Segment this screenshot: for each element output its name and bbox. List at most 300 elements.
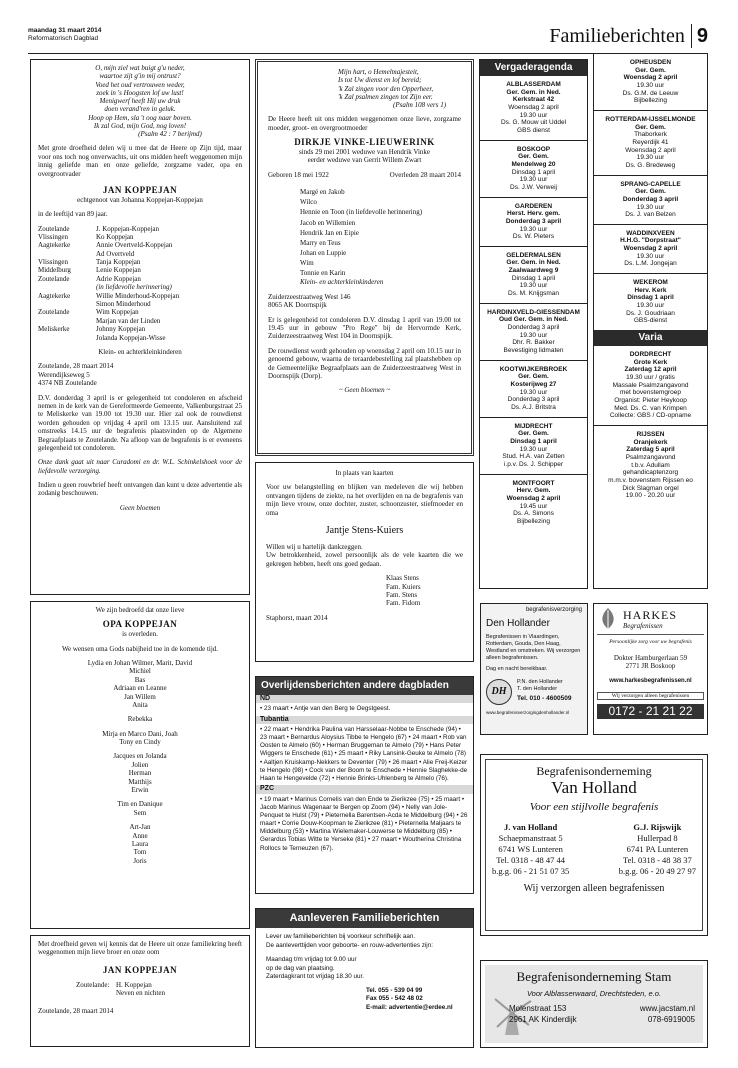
- signatory: Neven en nichten: [116, 988, 165, 997]
- church-info: Woensdag 2 april: [625, 146, 676, 154]
- ad-phone: 0172 - 21 21 22: [597, 704, 704, 718]
- church-name: Herst. Herv. gem.: [507, 210, 560, 218]
- family-member: Annie Overtveld-Koppejan: [96, 241, 173, 250]
- church-info: 19.30 uur: [636, 154, 665, 162]
- name-group: [38, 752, 242, 794]
- family-member: Willie Minderhoud-Koppejan: [96, 291, 180, 300]
- church-info: Organist: Pieter Heykoop: [614, 396, 687, 404]
- region-list: [256, 695, 473, 855]
- church-info: Ds. A.J. Britstra: [511, 403, 556, 411]
- church-service: [594, 225, 707, 274]
- church-info: 19.30 uur: [636, 81, 665, 89]
- address-line: Werendijkseweg 5: [38, 370, 90, 379]
- submission-line: Lever uw familieberichten bij voorkeur schriftelijk aan.: [266, 933, 416, 941]
- church-service: [480, 247, 587, 304]
- poem-line: Hoop op Hem, sla 't oog naar boven.: [88, 113, 192, 122]
- family-place: [38, 300, 96, 308]
- header-section: [549, 24, 708, 48]
- death-notice-dirkje-vinke: [255, 59, 474, 456]
- church-info: Dinsdag 1 april: [511, 168, 556, 176]
- grandchild-name: Michiel: [129, 667, 151, 676]
- church-info: 19.30 uur: [636, 203, 665, 211]
- church-info: GBS dienst: [517, 126, 550, 134]
- church-place: OPHEUSDEN: [629, 59, 672, 66]
- church-info: Psalmzangavond: [625, 453, 676, 461]
- address: [268, 293, 461, 310]
- ad-name: Den Hollander: [486, 617, 550, 629]
- ad-availability: Dag en nacht bereikbaar.: [486, 666, 548, 673]
- church-service: [480, 76, 587, 141]
- signatory: Klaas Stens: [386, 574, 419, 583]
- church-service: [594, 274, 707, 330]
- ad-address: 2771 JR Boskoop: [625, 661, 676, 670]
- ad-phone: 078-6919005: [647, 1015, 695, 1025]
- age-line: in de leeftijd van 89 jaar.: [38, 210, 108, 219]
- grandchildren-line: Klein- en achterkleinkinderen: [98, 348, 182, 356]
- church-name: Ger. Gem.: [635, 188, 666, 196]
- church-info: Ds. J.W. Verweij: [510, 183, 557, 191]
- family-row: [38, 334, 242, 342]
- family-place: Vlissingen: [38, 258, 68, 267]
- church-name: Ger. Gem. in Ned.: [506, 259, 561, 267]
- church-name: Grote Kerk: [633, 358, 668, 366]
- family-list: [268, 187, 461, 278]
- church-place: ROTTERDAM-IJSSELMONDE: [605, 115, 696, 123]
- contact-name: J. van Holland: [504, 821, 558, 832]
- address: [38, 362, 242, 387]
- name-group: [38, 800, 242, 817]
- grandchild-name: Matthijs: [128, 777, 152, 786]
- church-name: Dinsdag 1 april: [510, 437, 557, 445]
- ad-harkes: [593, 603, 708, 735]
- poem-line: zoek in 's Hoogsten lof uw lust!: [96, 88, 184, 97]
- region-label: PZC: [256, 785, 473, 793]
- intro-text: We zijn bedroefd dat onze lieve: [95, 606, 185, 614]
- no-flowers: Geen bloemen: [119, 503, 161, 512]
- church-info: Thaborkerk: [634, 131, 667, 139]
- name-group: [38, 730, 242, 747]
- church-info: 19.30 uur: [519, 388, 548, 396]
- church-info: 19.00 - 20.20 uur: [625, 492, 676, 500]
- family-row: [38, 283, 242, 291]
- family-member: Wim Koppejan: [96, 308, 139, 317]
- submission-info-box: [255, 908, 474, 1048]
- family-row: [38, 292, 242, 300]
- contact-name: G.J. Rijswijk: [633, 821, 682, 832]
- name-group: [38, 659, 242, 709]
- place-date: Staphorst, maart 2014: [266, 613, 328, 622]
- ad-name: Van Holland: [551, 778, 637, 798]
- deceased-name: DIRKJE VINKE-LIEUWERINK: [294, 137, 435, 148]
- church-info: 19.30 uur: [519, 176, 548, 184]
- church-name: Mendelweg 20: [511, 160, 556, 168]
- grandchild-name: Art-Jan: [129, 823, 151, 832]
- poem-reference: (Psalm 42 : 7 berijmd): [138, 130, 202, 138]
- church-info: Ds. G.M. de Leeuw: [622, 89, 679, 97]
- varia-title: Varia: [594, 330, 707, 346]
- region-text: • 23 maart • Antje van den Berg te Oegstgeest.: [260, 705, 391, 713]
- first-marriage-line: eerder weduwe van Gerrit Willem Zwart: [307, 156, 422, 165]
- family-member: Marry en Teus: [300, 238, 341, 247]
- church-info: Ds. J. Goudriaan: [626, 309, 675, 317]
- grandchildren-line: Klein- en achterkleinkinderen: [300, 278, 384, 287]
- church-service: [594, 54, 707, 111]
- intro-text: Met grote droefheid delen wij u mee dat de Heere op Zijn tijd, maar voor ons toch nog onverwachts, uit ons midden heeft weggenomen mijn innig geliefde man en onze geliefde, zorgzame vader, opa en overgrootvader: [38, 144, 242, 178]
- notice-heading: In plaats van kaarten: [335, 469, 394, 477]
- agenda-list: [480, 76, 587, 531]
- meeting-agenda-continued: [593, 54, 708, 589]
- family-place: Aagtekerke: [38, 291, 71, 300]
- family-member: Ko Koppejan: [96, 232, 134, 241]
- intro-text: Met droefheid geven wij kennis dat de Heere uit onze familiekring heeft weggenomen mijn lieve broer en onze oom: [38, 940, 242, 957]
- family-row: [38, 308, 242, 316]
- logo-monogram: DH: [486, 679, 512, 705]
- family-member: Tanja Koppejan: [96, 258, 141, 267]
- grandchild-name: Bas: [134, 675, 146, 684]
- submission-contact: [256, 987, 473, 1013]
- name-group: [38, 715, 242, 723]
- church-info: Ds. G. Bredeweg: [625, 161, 676, 169]
- family-place: Aagtekerke: [38, 241, 71, 250]
- family-member: Johnny Koppejan: [96, 325, 146, 334]
- grandchild-name: Erwin: [131, 786, 149, 795]
- church-info: Bijbellezing: [634, 97, 667, 105]
- died-date: Overleden 28 maart 2014: [389, 170, 461, 179]
- family-member: Wim: [300, 259, 314, 268]
- other-papers-title: Overlijdensberichten andere dagbladen: [256, 677, 473, 695]
- church-place: SPRANG-CAPELLE: [620, 180, 681, 188]
- church-info: Collecte: GBS / CD-opname: [609, 412, 692, 420]
- contact-line: Hullerpad 8: [637, 833, 678, 844]
- church-name: Ger. Gem.: [518, 373, 549, 381]
- cards-line: Indien u geen rouwbrief heeft ontvangen dan kunt u deze advertentie als zodanig beschouwen.: [38, 481, 242, 498]
- church-name: Zaalwaardweg 9: [508, 267, 559, 275]
- poem-line: Ik zal God, mijn God, nog loven!: [93, 121, 187, 130]
- church-info: Ds. W. Pieters: [512, 233, 555, 241]
- family-place: [38, 283, 96, 291]
- family-member: (in liefdevolle herinnering): [96, 283, 172, 292]
- death-notice-jan-koppejan: [30, 59, 250, 595]
- church-name: Zaterdag 12 april: [624, 366, 677, 374]
- signatory: Fam. Fidom: [386, 599, 421, 608]
- family-row: [38, 266, 242, 274]
- church-info: Dick Slagman orgel: [622, 484, 679, 492]
- grandchild-name: Jolien: [131, 760, 149, 769]
- poem-line: Menigwerf heeft Hij uw druk: [99, 97, 181, 105]
- grandchild-name: Tony en Cindy: [119, 738, 161, 747]
- since-line: sinds 29 mei 2001 weduwe van Hendrik Vinke: [298, 147, 431, 156]
- church-info: Donderdag 3 april: [507, 324, 560, 332]
- submission-text: [256, 928, 473, 987]
- family-place: [38, 334, 96, 342]
- family-place: Middelburg: [38, 266, 71, 275]
- ad-name: Begrafenisonderneming Stam: [516, 969, 672, 984]
- submission-line: Maandag t/m vrijdag tot 9.00 uur: [266, 956, 357, 964]
- family-member: Jacob en Willemien: [300, 218, 356, 227]
- church-info: 19.30 uur: [519, 111, 548, 119]
- church-place: MONTFOORT: [512, 479, 555, 487]
- grandchild-name: Herman: [128, 769, 152, 778]
- church-info: 19.30 uur / gratis: [626, 374, 675, 381]
- church-name: Ger. Gem.: [518, 153, 549, 161]
- ad-subtitle: Begrafenisonderneming: [536, 764, 652, 778]
- ad-slogan: Voor een stijlvolle begrafenis: [529, 800, 659, 813]
- no-flowers: ~ Geen bloemen ~: [338, 386, 391, 395]
- agenda-title: Vergaderagenda: [480, 60, 587, 76]
- poem-line: Is tot Uw dienst en lof bereid;: [338, 76, 422, 85]
- name-group: [38, 823, 242, 865]
- family-member: Adrie Koppejan: [96, 274, 141, 283]
- family-member: J. Koppejan-Koppejan: [96, 224, 159, 233]
- church-service: [480, 304, 587, 361]
- family-list: [38, 225, 242, 342]
- church-service: [480, 418, 587, 475]
- church-name: Woensdag 2 april: [623, 245, 678, 253]
- church-name: Donderdag 3 april: [622, 195, 679, 203]
- family-member: Jolanda Koppejan-Wisse: [96, 333, 166, 342]
- church-place: MIJDRECHT: [514, 422, 553, 430]
- grandchild-name: Tom: [133, 848, 147, 857]
- agenda-list: [594, 54, 707, 330]
- poem-line: waartoe zijt g'in mij ontrust?: [99, 72, 181, 81]
- contact-line: b.g.g. 06 - 21 51 07 35: [492, 866, 570, 877]
- header-meta: [28, 27, 101, 43]
- family-member: Marjan van der Linden: [96, 316, 161, 325]
- address-line: Zoutelande, 28 maart 2014: [38, 362, 114, 371]
- church-info: m.m.v. bovenstem Rijssen eo: [608, 476, 693, 484]
- page-number: 9: [691, 24, 708, 48]
- ad-subtitle: Begrafenissen: [623, 622, 663, 630]
- church-place: WADDINXVEEN: [626, 229, 675, 237]
- family-place: [38, 250, 96, 258]
- church-info: Dinsdag 1 april: [511, 274, 556, 282]
- family-place: Zoutelande: [38, 224, 70, 233]
- varia-list: [594, 346, 707, 505]
- signatory: Fam. Kuiers: [386, 582, 421, 591]
- address-line: Zuiderzeestraatweg West 146: [268, 292, 351, 301]
- church-service: [594, 346, 707, 426]
- grandchild-name: Laura: [131, 840, 149, 848]
- ad-phone: Tel. 010 - 4600509: [517, 695, 572, 703]
- church-name: Oud Ger. Gem. in Ned.: [499, 316, 568, 324]
- thanks-line: Onze dank gaat uit naar Curadomi en dr. W.L. Schinkelshoek voor de liefdevolle verzorging.: [38, 458, 242, 475]
- deceased-name: JAN KOPPEJAN: [102, 964, 178, 975]
- leaf-icon: [597, 607, 619, 631]
- signatories: [266, 574, 463, 608]
- church-name: Kerkstraat 42: [512, 96, 555, 104]
- address-line: 8065 AK Doornspijk: [268, 301, 327, 310]
- address-line: 4374 NB Zoutelande: [38, 379, 97, 388]
- contact-line: E-mail: advertentie@erdee.nl: [366, 1003, 453, 1011]
- ad-description: Begrafenissen in Vlaardingen, Rotterdam, Gouda, Den Haag, Westland en omstreken. Wij verzorgen alleen begrafenissen.: [486, 633, 581, 662]
- signatory: H. Koppejan: [116, 980, 152, 989]
- grandchild-name: Jan Willem: [124, 692, 156, 701]
- family-row: [38, 300, 242, 308]
- born-date: Geboren 18 mei 1922: [268, 170, 329, 179]
- ad-contacts: [492, 822, 696, 877]
- condolence-info: Er is gelegenheid tot condoleren D.V. dinsdag 1 april van 19.00 tot 19.45 uur in gebouw "Pro Rege" bij de Hervormde Kerk, Zuiderzeestraatweg West 104 in Doornspijk.: [268, 315, 461, 341]
- grandchild-name: Mirja en Marco Dani, Joah: [102, 729, 178, 738]
- place-date: Zoutelande, 28 maart 2014: [38, 1007, 114, 1016]
- church-info: met bovenstemgroep: [619, 389, 682, 397]
- church-name: Herv. Kerk: [634, 286, 667, 294]
- church-name: Oranjekerk: [633, 438, 668, 446]
- meeting-agenda: [479, 59, 588, 589]
- signatories: [38, 981, 242, 998]
- ad-name: HARKES: [623, 607, 678, 622]
- region-text: • 22 maart • Hendrika Paulina van Harsselaar-Nobbe te Enschede (94) • 23 maart • Bernardus Aloysius Tibbe te Hengelo (67) • 24 maart • Rob van Oosten te Almelo (60) • Herman Bruggeman te Almelo (79) • Hans Peter Wiggers te Enschede (61) • 25 maart • Riky Lansink-Geuke te Almelo (78) • Aaltjen Kruiskamp-Nekkers te Deventer (79) • 26 maart • Alie Freij-Keizer te Hengelo (98) • Cock van der Boom te Enschede • Hennie Slaghekke-de Haan te Hengevelde (72) • Hennie Brinks-Uhlenberg te Almelo (76).: [260, 725, 468, 782]
- church-info: Ds. J. van Belzen: [625, 211, 676, 219]
- church-info: Ds. M. Knijgsman: [508, 290, 559, 298]
- sign-label: Zoutelande:: [76, 980, 110, 989]
- family-member: Wilco: [300, 198, 317, 207]
- signatory: Fam. Stens: [386, 590, 418, 599]
- church-name: Zaterdag 5 april: [626, 446, 675, 454]
- grandchild-name: Adriaan en Leanne: [113, 684, 167, 693]
- ad-url: www.jacstam.nl: [639, 1003, 695, 1013]
- family-member: Tonnie en Karin: [300, 269, 346, 278]
- family-row: [38, 325, 242, 333]
- deceased-name: JAN KOPPEJAN: [102, 184, 178, 195]
- ad-url: www.harkesbegrafenissen.nl: [609, 678, 692, 685]
- grandchildren-list: [38, 659, 242, 865]
- church-name: Woensdag 2 april: [506, 494, 561, 502]
- person-name: Jantje Stens-Kuiers: [325, 524, 404, 536]
- contact-line: 6741 PA Lunteren: [626, 844, 689, 855]
- poem: [268, 68, 461, 101]
- church-place: WEKEROM: [633, 279, 668, 287]
- wish-line: We wensen oma Gods nabijheid toe in de komende tijd.: [61, 644, 219, 653]
- poem-line: Voed het oud vertrouwen weder,: [95, 80, 185, 89]
- family-member: Hennie en Toon (in liefdevolle herinnering): [300, 208, 423, 217]
- church-name: Kosterijweg 27: [510, 381, 557, 388]
- poem-line: Mijn hart, o Hemelmajesteit,: [338, 68, 419, 76]
- family-row: [38, 241, 242, 249]
- church-name: Herv. Gem.: [516, 487, 551, 495]
- church-info: 19.30 uur: [519, 331, 548, 339]
- church-info: Woensdag 2 april: [508, 103, 559, 111]
- contact-line: Tel. 0318 - 48 47 44: [496, 855, 566, 866]
- church-name: Ger. Gem.: [518, 430, 549, 438]
- grandchild-name: Tim en Danique: [117, 800, 163, 809]
- church-service: [480, 361, 587, 418]
- church-info: Med. Ds. C. van Krimpen: [614, 404, 687, 412]
- church-service: [480, 141, 587, 198]
- family-place: Meliskerke: [38, 325, 70, 334]
- section-title: Familieberichten: [549, 25, 685, 47]
- poem: [38, 64, 242, 130]
- grandchild-name: Jacques en Jolanda: [113, 752, 167, 761]
- church-info: Donderdag 3 april: [507, 396, 560, 404]
- church-place: GELDERMALSEN: [506, 251, 561, 259]
- submission-line: op de dag van plaatsing.: [266, 964, 335, 972]
- family-row: [38, 250, 242, 258]
- family-member: Ad Overtveld: [96, 249, 135, 258]
- family-place: Vlissingen: [38, 232, 68, 241]
- other-papers-box: [255, 676, 474, 894]
- service-info: D.V. donderdag 3 april is er gelegenheid tot condoleren en afscheid nemen in de kerk van de Gereformeerde Gemeente, Valkenburgstraat 25 te Meliskerke van 19.00 tot 19.30 uur. Hier zal ook de rouwdienst worden gehouden op vrijdag 4 april om 13.15 uur. Aansluitend zal omstreeks 14.15 uur de begrafenis plaatsvinden op de Algemene Begraafplaats te Zoutelande. Na afloop van de begrafenis is er eveneens gelegenheid tot condoleren.: [38, 393, 242, 452]
- church-place: KOOTWIJKERBROEK: [499, 365, 568, 373]
- family-row: [38, 225, 242, 233]
- church-place: RIJSSEN: [636, 430, 665, 438]
- church-service: [480, 198, 587, 247]
- church-info: Dhr. R. Bakker: [512, 339, 555, 347]
- church-info: Stud. H.A. van Zetten: [502, 453, 565, 461]
- ad-stam: [480, 960, 708, 1048]
- ad-den-hollander: [480, 603, 588, 735]
- church-place: DORDRECHT: [629, 351, 672, 359]
- church-name: Dinsdag 1 april: [627, 294, 674, 302]
- poem-line: 'k Zal zingen voor den Opperheer,: [338, 84, 434, 93]
- church-service: [594, 111, 707, 176]
- church-info: 19.30 uur: [519, 282, 548, 290]
- church-info: Bevestiging lidmaten: [503, 347, 564, 355]
- submission-title: Aanleveren Familieberichten: [256, 909, 473, 928]
- region-text: • 19 maart • Marinus Cornelis van den Ende te Zierikzee (75) • 25 maart • Jacob Marinus Wagenaar te Bergen op Zoom (94) • Nelly van Jole-Penquet te Hulst (79) • Pieternella Barentsen-Acda te Middelburg (94) • 26 maart • Corrie Douw-Koopman te Zierikzee (81) • Pieternella Maljaars te Middelburg (53) • Martina Wielemaker-Louwerse te Middelburg (85) • Gerardus Tobias Witte te Yerseke (81) • 27 maart • Woutherina Christina Rollocs te Terneuzen (67).: [260, 795, 468, 852]
- notice-jan-koppejan-family: [30, 935, 250, 1047]
- submission-line: Zaterdagkrant tot vrijdag 18.30 uur.: [266, 973, 365, 981]
- header-date: maandag 31 maart 2014: [28, 27, 102, 34]
- church-info: 19.30 uur: [636, 252, 665, 260]
- church-info: 19.30 uur: [519, 445, 548, 453]
- ad-url: www.begrafenisverzorgingdenhollander.nl: [486, 709, 570, 715]
- thank-you-notice-stens: [255, 462, 474, 662]
- ad-address: 2961 AK Kinderdijk: [509, 1015, 577, 1025]
- church-info: t.b.v. Adullam: [631, 461, 670, 469]
- family-member: Margé en Jakob: [300, 188, 345, 197]
- ad-tagline: Persoonlijke zorg voor uw begrafenis: [609, 639, 692, 645]
- church-place: ALBLASSERDAM: [506, 81, 561, 88]
- church-info: Ds. G. Mouw uit Uddel: [500, 119, 567, 127]
- church-info: Bijbellezing: [517, 517, 550, 525]
- thanks-text: Voor uw belangstelling en blijken van medeleven die wij hebben ontvangen tijdens de ziekte, na het overlijden en na de begrafenis van mijn lieve vrouw, onze dochter, zuster, schoonzuster, stiefmoeder en oma: [266, 483, 463, 517]
- ad-person: P.N. den Hollander: [517, 679, 563, 686]
- dates: [268, 171, 461, 179]
- church-name: H.H.G. "Dorpstraat": [620, 237, 681, 245]
- ad-region: Voor Alblasserwaard, Drechtsteden, e.o.: [526, 988, 662, 998]
- family-member: Hendrik Jan en Eipie: [300, 228, 359, 237]
- grandchild-name: Anne: [132, 831, 148, 840]
- church-info: GBS-dienst: [633, 317, 668, 325]
- church-info: Massale Psalmzangavond: [612, 381, 689, 389]
- ad-person: T. den Hollander: [517, 686, 558, 693]
- family-row: [38, 275, 242, 283]
- church-name: Ger. Gem. in Ned.: [506, 88, 561, 96]
- submission-line: De aanleverttijden voor geboorte- en rouw-advertenties zijn:: [266, 941, 433, 949]
- poem-line: doen verand'ren in geluk.: [104, 105, 176, 114]
- contact-column: [492, 822, 569, 877]
- church-place: BOSKOOP: [516, 145, 551, 153]
- ad-van-holland: [480, 754, 708, 936]
- poem-line: 'k Zal psalmen zingen tot Zijn eer.: [338, 92, 433, 101]
- thanks-text-2: Willen wij u hartelijk dankzeggen.: [266, 542, 363, 551]
- notice-opa-koppejan: [30, 601, 250, 929]
- grandchild-name: Lydia en Johan Wilmer, Marit, David: [87, 658, 193, 667]
- family-place: [38, 317, 96, 325]
- church-service: [480, 475, 587, 531]
- contact-line: Schaepmanstraat 5: [498, 833, 563, 844]
- family-place: Zoutelande: [38, 274, 70, 283]
- deceased-name: OPA KOPPEJAN: [102, 619, 178, 630]
- church-place: HARDINXVELD-GIESSENDAM: [487, 308, 580, 316]
- family-member: Johan en Luppie: [300, 248, 347, 257]
- family-row: [38, 258, 242, 266]
- contact-line: 6741 WS Lunteren: [498, 844, 563, 855]
- intro-text: De Heere heeft uit ons midden weggenomen onze lieve, zorgzame moeder, groot- en overgrootmoeder: [268, 115, 461, 132]
- church-info: 19.30 uur: [519, 225, 548, 233]
- contact-line: Fax 055 - 542 48 02: [366, 995, 423, 1003]
- family-member: Lenie Koppejan: [96, 266, 141, 275]
